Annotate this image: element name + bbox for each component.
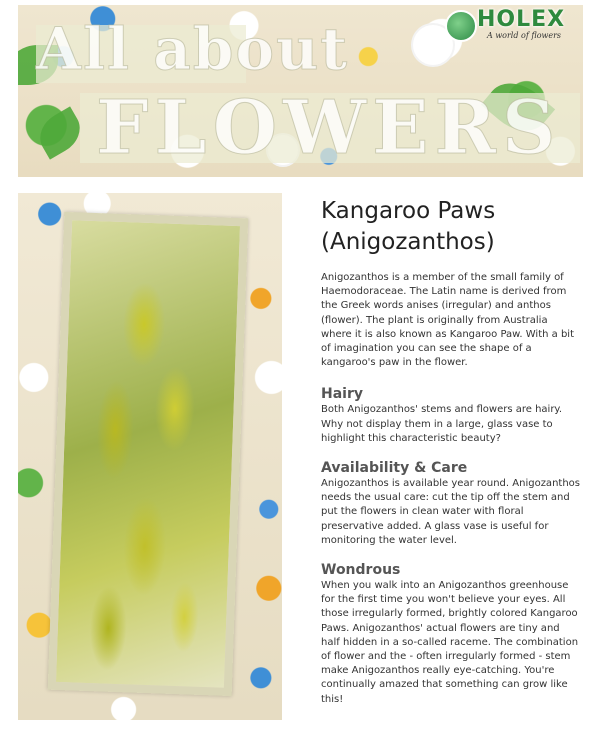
globe-icon: [445, 10, 477, 42]
section-heading: Availability & Care: [321, 460, 468, 477]
banner-title-line2: FLOWERS: [96, 85, 562, 171]
section-availability-care: [321, 459, 581, 548]
section-heading: Hairy: [321, 386, 363, 403]
article: [321, 196, 581, 707]
section-body: When you walk into an Anigozanthos greenhouse for the first time you won't believe your eyes. All those irregularly formed, brightly colored Kangaroo Paws. Anigozanthos' actual flowers are tiny and half hidden in a so-called raceme. The combination of flower and the - often irregularly formed - stem make Anigozanthos really eye-catching. You're continually amazed that something can grow like this!: [321, 580, 579, 705]
section-wondrous: [321, 561, 581, 707]
logo-name: HOLEX: [477, 7, 566, 32]
section-heading: Wondrous: [321, 562, 401, 579]
section-body: Both Anigozanthos' stems and flowers are hairy. Why not display them in a large, glass vase to highlight this characteristic beauty?: [321, 404, 563, 444]
logo-tagline: A world of flowers: [487, 31, 562, 40]
article-intro: Anigozanthos is a member of the small family of Haemodoraceae. The Latin name is derived from the Greek words anises (irregular) and anthos (flower). The plant is originally from Australia where it is also known as Kangaroo Paw. With a bit of imagination you can see the shape of a kangaroo's paw in the flower.: [321, 272, 575, 369]
section-body: Anigozanthos is available year round. Anigozanthos needs the usual care: cut the tip off the stem and put the flowers in clean water with floral preservative added. A glass vase is useful for monitoring the water level.: [321, 478, 580, 546]
section-hairy: [321, 385, 581, 446]
flower-photo-panel: [18, 193, 282, 720]
holex-logo[interactable]: [445, 7, 575, 43]
kangaroo-paw-photo: [48, 212, 249, 696]
header-banner: [18, 5, 583, 177]
banner-title-line1: All about: [36, 15, 350, 83]
article-title: Kangaroo Paws (Anigozanthos): [321, 198, 496, 255]
